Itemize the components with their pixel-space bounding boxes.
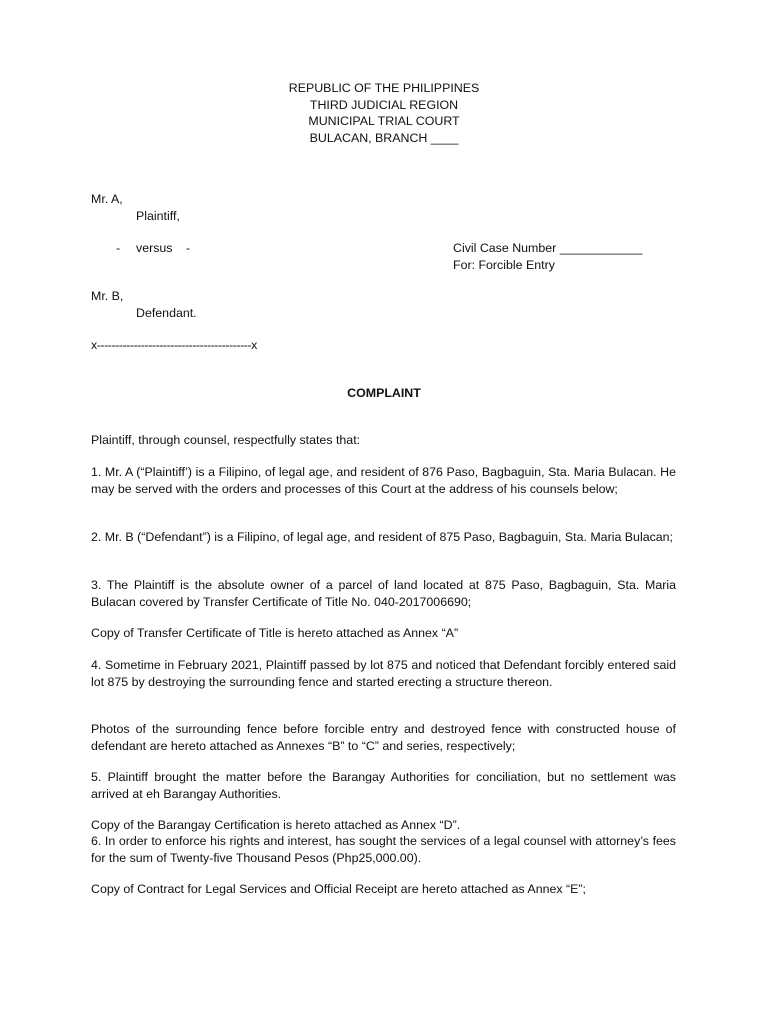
paragraph-5: 5. Plaintiff brought the matter before the Barangay Authorities for conciliation, but no settlement was arrived at eh Barangay Authorities. <box>91 770 676 801</box>
paragraph-2: 2. Mr. B (“Defendant”) is a Filipino, of legal age, and resident of 875 Paso, Bagbaguin, Sta. Maria Bulacan; <box>91 530 674 544</box>
paragraph-1: 1. Mr. A (“Plaintiff’) is a Filipino, of legal age, and resident of 876 Paso, Bagbaguin, Sta. Maria Bulacan. He may be served with the orders and processes of this Court at the address of his counsels below; <box>91 465 676 496</box>
paragraph-4: 4. Sometime in February 2021, Plaintiff passed by lot 875 and noticed that Defendant forcibly entered said lot 875 by destroying the surrounding fence and started erecting a structure thereon. <box>91 658 676 689</box>
plaintiff-name: Mr. A, <box>91 192 123 206</box>
header-court: MUNICIPAL TRIAL COURT <box>308 114 460 128</box>
annex-bc-note: Photos of the surrounding fence before forcible entry and destroyed fence with constructed house of defendant are hereto attached as Annexes “B” to “C” and series, respectively; <box>91 722 676 753</box>
paragraph-3: 3. The Plaintiff is the absolute owner of a parcel of land located at 875 Paso, Bagbaguin, Sta. Maria Bulacan covered by Transfer Certificate of Title No. 040-2017006690; <box>91 578 676 609</box>
header-branch: BULACAN, BRANCH ____ <box>309 130 459 145</box>
annex-a-note: Copy of Transfer Certificate of Title is hereto attached as Annex “A” <box>91 626 459 640</box>
defendant-label: Defendant. <box>136 306 197 320</box>
annex-e-note: Copy of Contract for Legal Services and Official Receipt are hereto attached as Annex “E”; <box>91 882 586 896</box>
plaintiff-label: Plaintiff, <box>136 209 180 223</box>
case-number: Civil Case Number ____________ <box>453 241 643 255</box>
caption-separator: x------------------------------------------x <box>91 338 257 352</box>
paragraph-6: 6. In order to enforce his rights and interest, has sought the services of a legal counsel with attorney’s fees for the sum of Twenty-five Thousand Pesos (Php25,000.00). <box>91 834 676 865</box>
intro-paragraph: Plaintiff, through counsel, respectfully states that: <box>91 433 361 447</box>
annex-d-note: Copy of the Barangay Certification is hereto attached as Annex “D”. <box>91 818 461 832</box>
versus-label: versus <box>136 241 173 255</box>
court-header <box>0 80 768 146</box>
versus-left-dash: - <box>116 241 121 255</box>
header-republic: REPUBLIC OF THE PHILIPPINES <box>288 81 480 95</box>
case-type: For: Forcible Entry <box>453 258 555 272</box>
complaint-title: COMPLAINT <box>347 386 421 400</box>
header-region: THIRD JUDICIAL REGION <box>309 97 459 112</box>
defendant-name: Mr. B, <box>91 289 124 303</box>
versus-right-dash: - <box>186 241 191 255</box>
